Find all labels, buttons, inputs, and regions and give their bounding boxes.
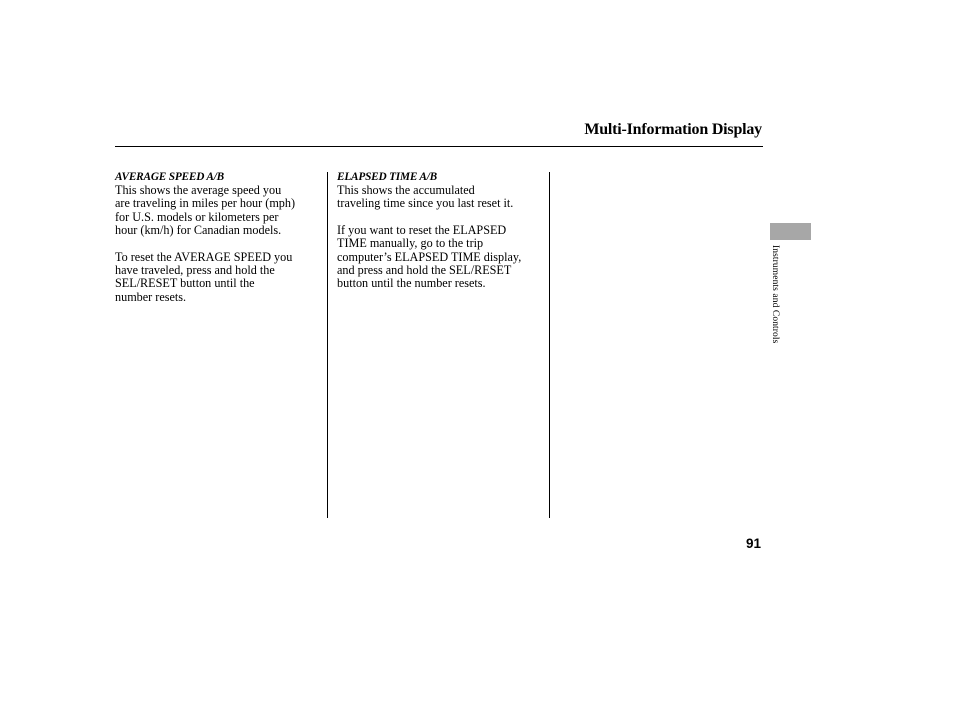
column-average-speed bbox=[115, 171, 321, 317]
section-label: Instruments and Controls bbox=[770, 245, 780, 344]
paragraph-elapsed-time-reset: If you want to reset the ELAPSED TIME manually, go to the trip computer’s ELAPSED TIME display, and press and hold the SEL/RESET button until the number resets. bbox=[337, 222, 522, 291]
paragraph-average-speed-reset: To reset the AVERAGE SPEED you have traveled, press and hold the SEL/RESET button until the number resets. bbox=[115, 249, 293, 304]
page-number: 91 bbox=[746, 536, 762, 551]
section-tab-marker bbox=[770, 223, 811, 240]
column-elapsed-time bbox=[337, 171, 543, 304]
title-rule bbox=[115, 146, 763, 147]
column-divider bbox=[549, 172, 550, 518]
paragraph-elapsed-time-description: This shows the accumulated traveling time since you last reset it. bbox=[337, 183, 514, 211]
page-title: Multi-Information Display bbox=[584, 121, 762, 138]
section-heading-elapsed-time: ELAPSED TIME A/B bbox=[337, 171, 437, 183]
section-heading-average-speed: AVERAGE SPEED A/B bbox=[115, 171, 224, 183]
column-divider bbox=[327, 172, 328, 518]
paragraph-average-speed-description: This shows the average speed you are traveling in miles per hour (mph) for U.S. models or kilometers per hour (km/h) for Canadian models. bbox=[115, 183, 296, 238]
